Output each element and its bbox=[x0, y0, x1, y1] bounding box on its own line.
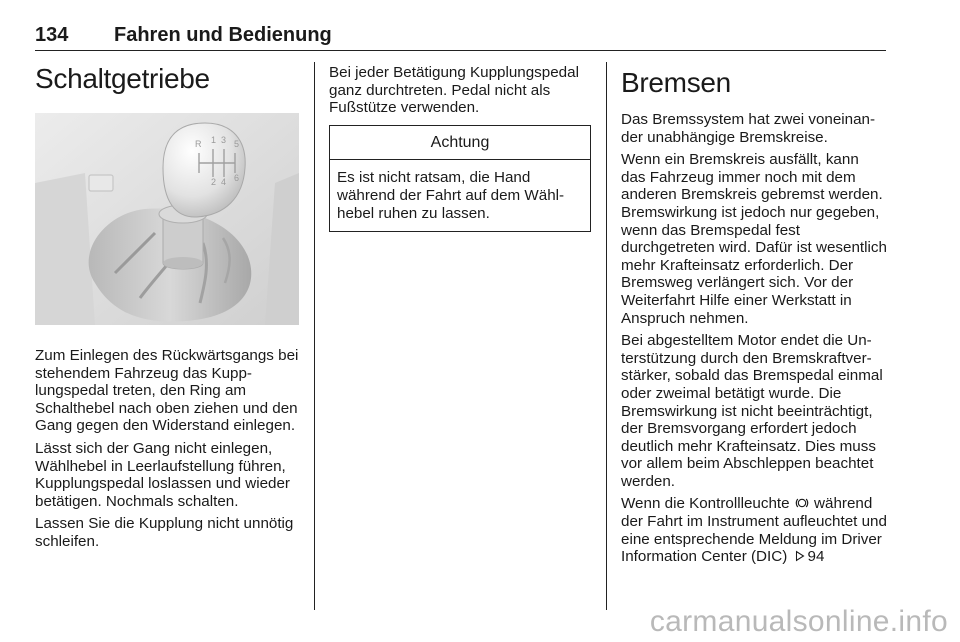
gear-label-5: 5 bbox=[234, 139, 240, 149]
gear-label-1: 1 bbox=[211, 135, 217, 145]
gear-label-2: 2 bbox=[211, 177, 217, 187]
brake-warning-lamp-icon bbox=[795, 496, 809, 510]
gear-label-6: 6 bbox=[234, 173, 240, 183]
paragraph-clutch-pedal: Bei jeder Betätigung Kupplungspedal ganz durchtreten. Pedal nicht als Fußstütze verwenden. bbox=[329, 64, 579, 117]
column-brakes bbox=[621, 64, 887, 571]
chapter-title: Fahren und Bedienung bbox=[114, 24, 332, 46]
column-manual-transmission bbox=[35, 62, 301, 556]
column-divider-2 bbox=[606, 62, 607, 610]
caution-box bbox=[329, 125, 591, 232]
page-header bbox=[35, 22, 886, 51]
column-clutch bbox=[329, 64, 595, 232]
paragraph-clutch-slip: Lassen Sie die Kupplung nicht unnötig schleifen. bbox=[35, 515, 294, 550]
paragraph-brake-circuits: Das Bremssystem hat zwei voneinander unabhängige Bremskreise. bbox=[621, 111, 876, 146]
paragraph-warning-lamp bbox=[621, 495, 887, 565]
page-reference-number[interactable]: 94 bbox=[807, 548, 825, 566]
section-heading-bremsen: Bremsen bbox=[621, 67, 731, 98]
gear-label-3: 3 bbox=[221, 135, 227, 145]
gear-label-r: R bbox=[195, 139, 202, 149]
paragraph-gear-not-engaging: Lässt sich der Gang nicht einlegen, Wählhebel in Leerlaufstellung führen, Kupplungspedal loslassen und wieder betätigen. Nochmals schalten. bbox=[35, 439, 290, 510]
gear-label-4: 4 bbox=[221, 177, 227, 187]
column-divider-1 bbox=[314, 62, 315, 610]
paragraph-reverse-gear: Zum Einlegen des Rückwärtsgangs bei stehendem Fahrzeug das Kupplungspedal treten, den Ring am Schalthebel nach oben ziehen und den Gang gegen den Widerstand einlegen. bbox=[35, 347, 299, 435]
gear-shift-illustration bbox=[35, 113, 299, 325]
warning-lamp-text-middle: während der Fahrt im Instrument aufleuchtet und eine entsprechende Meldung im Driver Information Center (DIC) bbox=[621, 495, 887, 566]
paragraph-engine-off: Bei abgestelltem Motor endet die Unterstützung durch den Bremskraftverstärker, sobald das Bremspedal einmal oder zweimal betätigt wurde. Die Bremswirkung ist nicht beeinträchtigt, der Bremsvorgang erfordert jedoch deutlich mehr Krafteinsatz. Dies muss vor allem beim Abschleppen beachtet werden. bbox=[621, 332, 883, 490]
caution-text: Es ist nicht ratsam, die Hand während der Fahrt auf dem Wählhebel ruhen zu lassen. bbox=[337, 169, 565, 222]
caution-title: Achtung bbox=[330, 126, 590, 161]
watermark: carmanualsonline.info bbox=[649, 605, 948, 638]
page-reference-arrow-icon bbox=[793, 549, 807, 563]
section-heading-schaltgetriebe: Schaltgetriebe bbox=[35, 63, 210, 94]
paragraph-brake-failure: Wenn ein Bremskreis ausfällt, kann das Fahrzeug immer noch mit dem anderen Bremskreis gebremst werden. Bremswirkung ist jedoch nur gegeben, wenn das Bremspedal fest durchgetreten wird. Dafür ist wesentlich mehr Krafteinsatz erforderlich. Der Bremsweg verlängert sich. Vor der Weiterfahrt Hilfe einer Werkstatt in Anspruch nehmen. bbox=[621, 151, 887, 327]
page-number: 134 bbox=[35, 24, 69, 46]
warning-lamp-text-start: Wenn die Kontrollleuchte bbox=[621, 495, 790, 513]
